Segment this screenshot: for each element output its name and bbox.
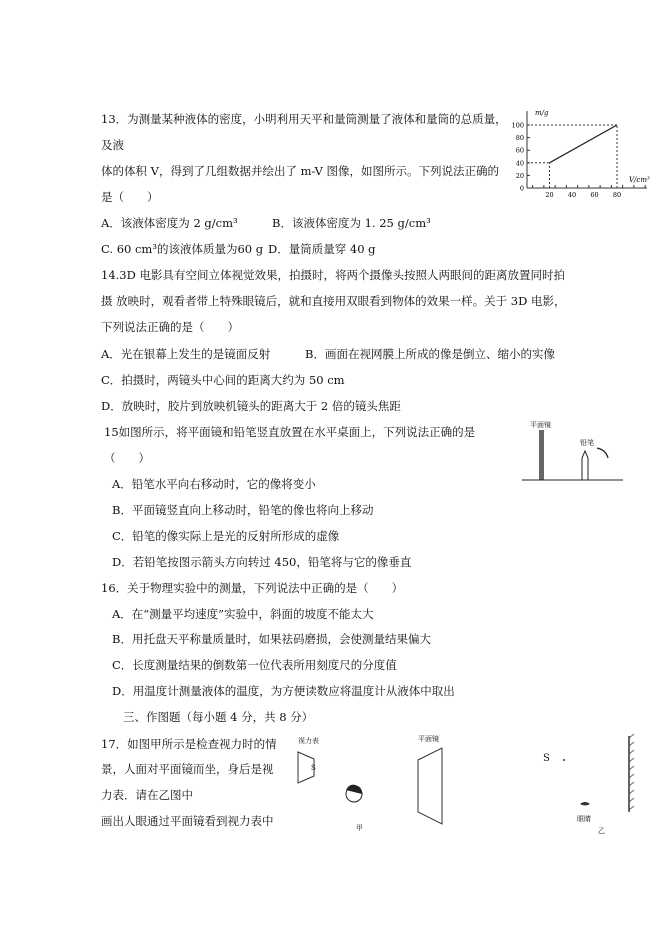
- y-tick-label: 100: [511, 121, 524, 130]
- pencil-label: 铅笔: [580, 439, 594, 447]
- q17-stem-line: 17．如图甲所示是检查视力时的情: [101, 737, 277, 751]
- q13-stem-line: 13．为测量某种液体的密度，小明利用天平和量筒测量了液体和量筒的总质量，: [101, 112, 507, 126]
- y-axis-label: m/g: [535, 109, 549, 117]
- q13-option-b: B．该液体密度为 1. 25 g/cm³: [272, 216, 431, 230]
- q14-stem-line: 摄 放映时，观看者带上特殊眼镜后，就和直接用双眼看到物体的效果一样。关于 3D 电影，: [101, 294, 566, 308]
- q14-option-b: B．画面在视网膜上所成的像是倒立、缩小的实像: [305, 347, 555, 361]
- eye-chart-shape: [298, 752, 314, 783]
- eye-label: 眼睛: [577, 815, 591, 823]
- y-tick-label: 80: [515, 134, 524, 143]
- q14-stem-line: 14.3D 电影具有空间立体视觉效果，拍摄时，将两个摄像头按照人两眼间的距离放置同时拍: [101, 268, 565, 282]
- q16-option-c: C．长度测量结果的倒数第一位代表所用刻度尺的分度值: [112, 658, 397, 672]
- x-axis-label: V/cm³: [629, 176, 650, 184]
- q13-option-d: D．量筒质量穿 40 g: [268, 242, 376, 256]
- q17-stem-line: 画出人眼通过平面镜看到视力表中: [101, 814, 274, 828]
- chart-s-label: S: [311, 764, 316, 772]
- eye-chart-label: 视力表: [298, 737, 319, 745]
- point-s-label: S: [543, 753, 550, 764]
- q13-stem-line: 体的体积 V，得到了几组数据并绘出了 m-V 图像，如图所示。下列说法正确的: [101, 164, 500, 178]
- y-tick-label: 0: [519, 184, 524, 193]
- q15-option-b: B．平面镜竖直向上移动时，铅笔的像也将向上移动: [112, 503, 374, 517]
- q16-option-a: A．在“测量平均速度”实验中，斜面的坡度不能太大: [112, 607, 374, 621]
- q13-stem-line: 及液: [101, 138, 124, 152]
- q13-option-c: C. 60 cm³的该液体质量为60 g: [101, 242, 264, 256]
- figure-jia-label: 甲: [356, 824, 363, 832]
- q14-option-a: A．光在银幕上发生的是镜面反射: [101, 347, 271, 361]
- q17-stem-line: 景，人面对平面镜而坐，身后是视: [101, 762, 274, 776]
- x-tick-label: 80: [612, 191, 622, 199]
- y-tick-label: 20: [515, 171, 524, 180]
- x-tick-label: 60: [590, 191, 599, 199]
- q14-option-d: D．放映时，胶片到放映机镜头的距离大于 2 倍的镜头焦距: [101, 399, 401, 413]
- q13-stem-line: 是（ ）: [101, 190, 159, 204]
- y-tick-label: 60: [515, 146, 524, 155]
- mv-graph: [505, 105, 655, 200]
- x-tick-label: 20: [545, 191, 554, 199]
- series-line-m-v: [550, 125, 618, 163]
- mirror-shape: [539, 430, 544, 480]
- q15-option-c: C．铅笔的像实际上是光的反射所形成的虚像: [112, 529, 340, 543]
- mirror-shape: [418, 748, 442, 824]
- y-tick-label: 40: [515, 159, 524, 168]
- figure-yi-label: 乙: [598, 827, 605, 835]
- q15-option-a: A．铅笔水平向右移动时，它的像将变小: [112, 477, 316, 491]
- mirror-pencil-figure: [520, 420, 625, 485]
- q17-stem-line: 力表．请在乙图中: [101, 788, 193, 802]
- mirror-label: 平面镜: [530, 421, 551, 429]
- section-heading: 三、作图题（每小题 4 分，共 8 分）: [123, 710, 314, 724]
- q15-stem-line: 15如图所示，将平面镜和铅笔竖直放置在水平桌面上，下列说法正确的是: [104, 425, 476, 439]
- q15-option-d: D．若铅笔按图示箭头方向转过 450，铅笔将与它的像垂直: [112, 555, 412, 569]
- rotation-arrow-icon: [597, 448, 608, 458]
- q14-stem-line: 下列说法正确的是（ ）: [101, 320, 239, 334]
- q14-option-c: C．拍摄时，两镜头中心间的距离大约为 50 cm: [101, 373, 345, 387]
- eye-test-figure: [290, 728, 640, 838]
- mirror-label: 平面镜: [418, 735, 439, 743]
- q15-stem-line: （ ）: [104, 451, 150, 465]
- eye-icon: [580, 802, 590, 806]
- q16-stem: 16．关于物理实验中的测量，下列说法中正确的是（ ）: [101, 581, 404, 595]
- q16-option-d: D．用温度计测量液体的温度，为方便读数应将温度计从液体中取出: [112, 684, 455, 698]
- q16-option-b: B．用托盘天平称量质量时，如果祛码磨损，会使测量结果偏大: [112, 632, 431, 646]
- pencil-shape: [582, 451, 588, 480]
- point-s: [563, 759, 565, 761]
- q13-option-a: A．该液体密度为 2 g/cm³: [101, 216, 238, 230]
- x-tick-label: 40: [567, 191, 577, 199]
